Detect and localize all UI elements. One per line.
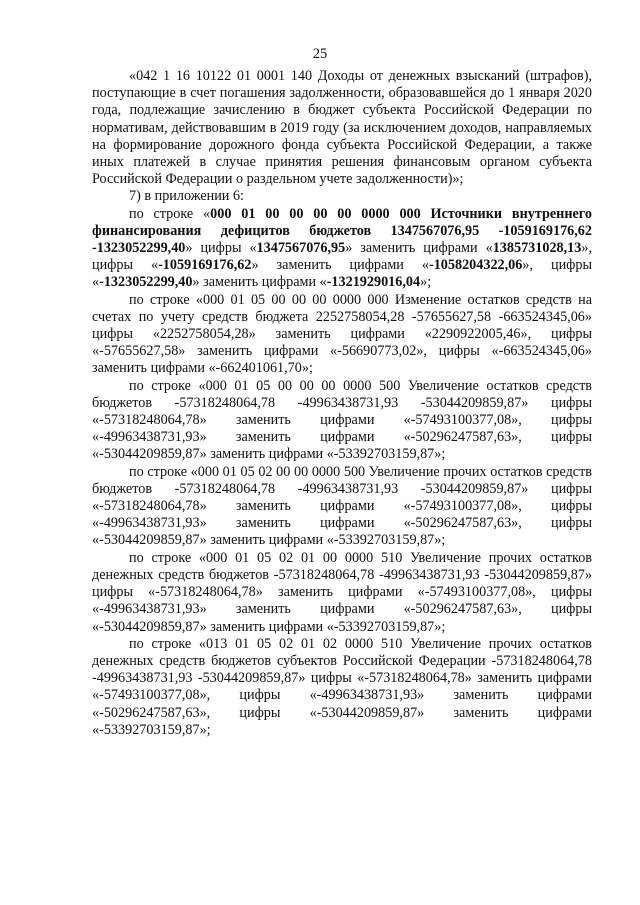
text-run: », цифры « — [92, 240, 592, 274]
text-run: » заменить цифрами « — [251, 257, 429, 274]
bold-value: -1059169176,62 — [158, 257, 252, 274]
paragraph-sources-financing — [92, 206, 592, 292]
text-run: » заменить цифрами « — [192, 274, 327, 291]
paragraph-other-balance-increase: по строке «000 01 05 02 00 00 0000 500 Увеличение прочих остатков средств бюджетов -57318248064,78 -49963438731,93 -53044209859,87» цифры «-57318248064,78» заменить цифрами «-57493100377,08», цифры «-49963438731,93» заменить цифрами «-50296247587,63», цифры «-53044209859,87» заменить цифрами «-53392703159,87»; — [92, 463, 592, 549]
paragraph-balance-increase: по строке «000 01 05 00 00 00 0000 500 Увеличение остатков средств бюджетов -57318248064,78 -49963438731,93 -53044209859,87» цифры «-57318248064,78» заменить цифрами «-57493100377,08», цифры «-49963438731,93» заменить цифрами «-50296247587,63», цифры «-53044209859,87» заменить цифрами «-53392703159,87»; — [92, 377, 592, 463]
paragraph-subjects-cash-balance-increase: по строке «013 01 05 02 01 02 0000 510 Увеличение прочих остатков денежных средств бюджетов субъектов Российской Федерации -57318248064,78 -49963438731,93 -53044209859,87» цифры «-57318248064,78» заменить цифрами «-57493100377,08», цифры «-49963438731,93» заменить цифрами «-50296247587,63», цифры «-53044209859,87» заменить цифрами «-53392703159,87»; — [92, 635, 592, 738]
bold-row-title: 000 01 00 00 00 00 0000 000 Источники внутреннего финансирования дефицитов бюджетов 1347567076,95 -1059169176,62 -1323052299,40 — [92, 205, 592, 257]
paragraph-other-cash-balance-increase: по строке «000 01 05 02 01 00 0000 510 Увеличение прочих остатков денежных средств бюджетов -57318248064,78 -49963438731,93 -53044209859,87» цифры «-57318248064,78» заменить цифрами «-57493100377,08», цифры «-49963438731,93» заменить цифрами «-50296247587,63», цифры «-53044209859,87» заменить цифрами «-53392703159,87»; — [92, 549, 592, 635]
bold-value: -1323052299,40 — [99, 274, 193, 291]
bold-value: 1385731028,13 — [492, 240, 582, 257]
bold-value: -1058204322,06 — [428, 257, 523, 274]
bold-value: 1347567076,95 — [256, 240, 346, 257]
bold-value: -1321929016,04 — [326, 274, 421, 291]
paragraph-income-code: «042 1 16 10122 01 0001 140 Доходы от денежных взысканий (штрафов), поступающие в счет погашения задолженности, образовавшейся до 1 января 2020 года, подлежащие зачислению в бюджет субъекта Российской Федерации по нормативам, действовавшим в 2019 году (за исключением доходов, направляемых на формирование дорожного фонда субъекта Российской Федерации, а также иных платежей в случае принятия решения финансовым органом субъекта Российской Федерации о раздельном учете задолженности)»; — [92, 68, 592, 188]
document-body — [92, 68, 592, 739]
text-run: » заменить цифрами « — [345, 240, 493, 257]
text-run: », цифры « — [92, 257, 592, 291]
text-run: по строке « — [129, 205, 211, 222]
text-run: »; — [420, 274, 432, 291]
text-run: » цифры « — [185, 240, 257, 257]
page-number: 25 — [312, 46, 328, 62]
paragraph-balance-change: по строке «000 01 05 00 00 00 0000 000 Изменение остатков средств на счетах по учету средств бюджета 2252758054,28 -57655627,58 -663524345,06» цифры «2252758054,28» заменить цифрами «2290922005,46», цифры «-57655627,58» заменить цифрами «-56690773,02», цифры «-663524345,06» заменить цифрами «-662401061,70»; — [92, 291, 592, 377]
paragraph-appendix-6: 7) в приложении 6: — [129, 188, 244, 205]
